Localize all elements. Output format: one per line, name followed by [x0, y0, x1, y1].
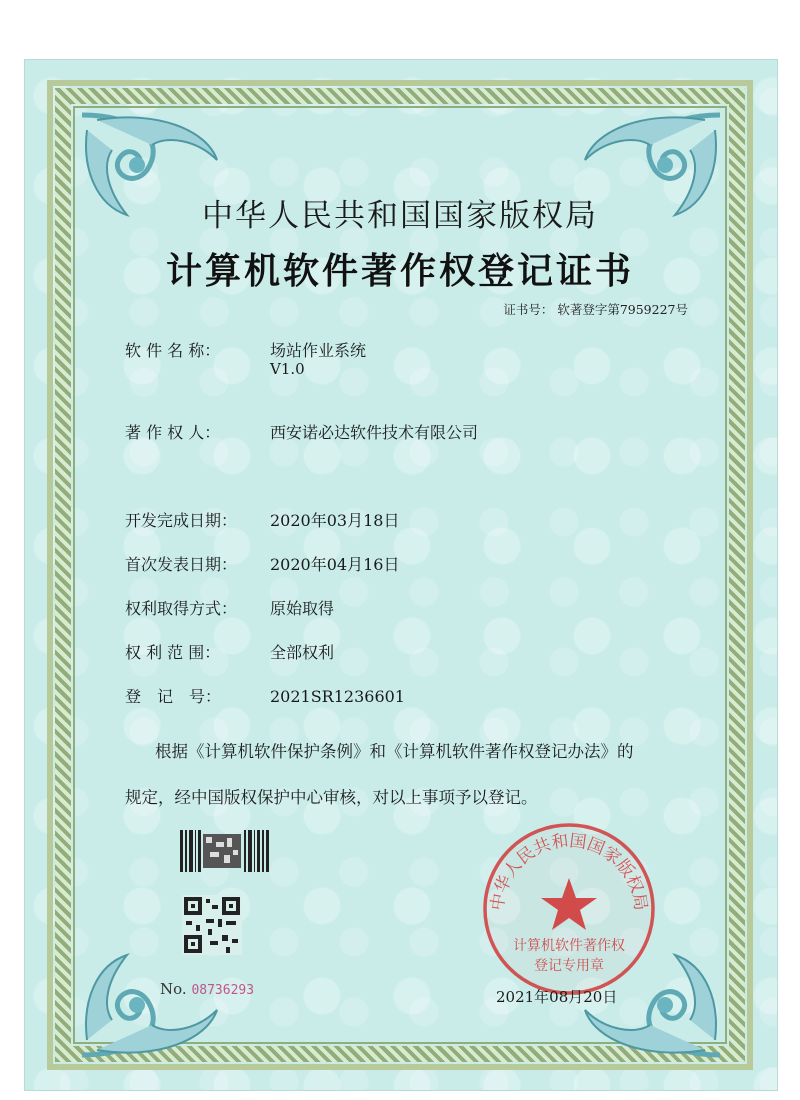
field-publication-date [125, 552, 399, 575]
field-value: 西安诺必达软件技术有限公司 [270, 423, 479, 442]
field-label: 软 件 名 称： [125, 341, 221, 360]
seal-inner-line1: 计算机软件著作权 [513, 938, 625, 954]
field-value: 2021SR1236601 [270, 687, 405, 706]
issuing-authority-title: 中华人民共和国国家版权局 [202, 198, 598, 234]
statement-line2: 规定，经中国版权保护中心审核，对以上事项予以登记。 [125, 788, 538, 807]
field-label: 著 作 权 人： [125, 423, 221, 442]
ornament-corner-icon [77, 950, 227, 1060]
field-label: 开发完成日期： [125, 511, 238, 530]
official-seal-icon [480, 820, 658, 998]
field-software-name [125, 338, 366, 361]
field-registration-number [125, 684, 405, 707]
statement-line1: 根据《计算机软件保护条例》和《计算机软件著作权登记办法》的 [155, 742, 634, 761]
field-label: 登 记 号： [125, 687, 222, 706]
serial-number [160, 980, 254, 998]
seal-ring-text: 中华人民共和国国家版权局 [487, 831, 651, 912]
field-copyright-owner [125, 420, 478, 443]
software-version: V1.0 [270, 360, 305, 378]
field-development-date [125, 508, 399, 531]
barcode [180, 830, 270, 872]
serial-prefix: No. [160, 980, 187, 998]
field-label: 权利取得方式： [125, 599, 238, 618]
field-rights-scope [125, 640, 334, 663]
field-label: 权 利 范 围： [125, 643, 221, 662]
field-value: 场站作业系统 [270, 341, 367, 360]
seal-inner-line2: 登记专用章 [534, 958, 604, 974]
field-label: 首次发表日期： [125, 555, 238, 574]
field-acquisition-method [125, 596, 334, 619]
qr-code [182, 895, 242, 955]
field-value: 全部权利 [270, 643, 335, 662]
field-value: 2020年04月16日 [270, 555, 400, 574]
issue-date: 2021年08月20日 [496, 988, 618, 1006]
field-value: 2020年03月18日 [270, 511, 400, 530]
serial-value: 08736293 [191, 983, 255, 998]
field-value: 原始取得 [270, 599, 335, 618]
certificate-number: 证书号： 软著登字第7959227号 [503, 302, 688, 317]
certificate-title: 计算机软件著作权登记证书 [165, 250, 634, 292]
